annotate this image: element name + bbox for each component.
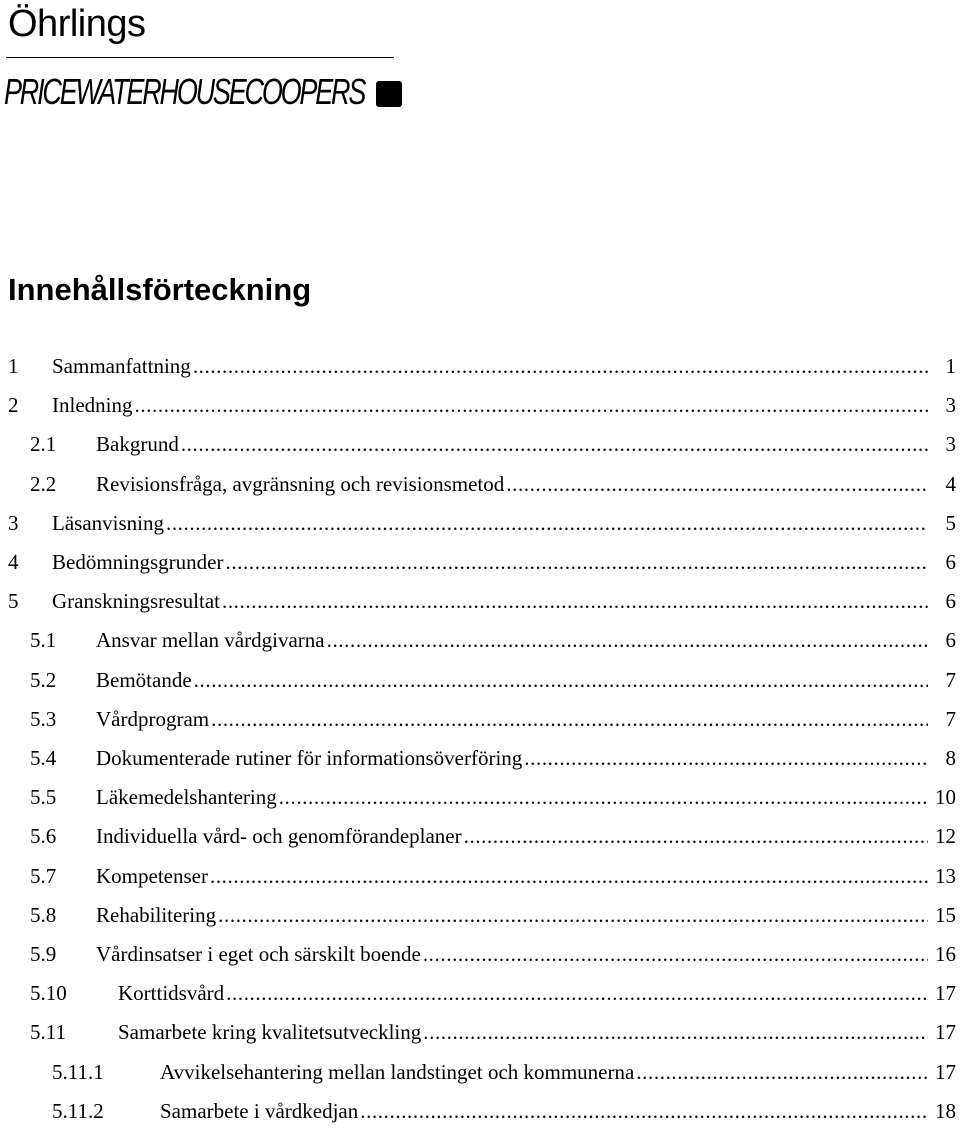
toc-entry[interactable] xyxy=(8,620,960,660)
toc-entry-page: 6 xyxy=(945,589,956,614)
toc-entry[interactable] xyxy=(8,503,960,543)
toc-entry-number: 2.2 xyxy=(30,471,57,496)
toc-entry-page: 4 xyxy=(945,471,956,496)
toc-entry-number: 5.2 xyxy=(30,667,57,692)
toc-entry-page: 7 xyxy=(945,706,956,731)
toc-entry-number: 5.5 xyxy=(30,785,57,810)
toc-dot-leader xyxy=(423,934,928,974)
toc-entry[interactable] xyxy=(8,1091,960,1131)
toc-entry-label: Kompetenser xyxy=(96,863,208,888)
toc-entry-page: 17 xyxy=(935,1059,956,1084)
toc-entry[interactable] xyxy=(8,856,960,896)
toc-dot-leader xyxy=(327,620,928,660)
toc-entry[interactable] xyxy=(8,777,960,817)
toc-entry[interactable] xyxy=(8,1012,960,1052)
toc-entry-number: 5.11.2 xyxy=(52,1098,104,1123)
toc-dot-leader xyxy=(506,464,928,504)
toc-entry-page: 17 xyxy=(935,1020,956,1045)
toc-entry-label: Rehabilitering xyxy=(96,902,217,927)
toc-entry-page: 7 xyxy=(945,667,956,692)
toc-entry-number: 5.9 xyxy=(30,942,57,966)
toc-entry-number: 5.8 xyxy=(30,902,57,927)
toc-dot-leader xyxy=(226,973,928,1013)
toc-entry-number: 5.4 xyxy=(30,746,57,770)
toc-dot-leader xyxy=(360,1091,928,1131)
toc-entry-label: Sammanfattning xyxy=(52,354,191,378)
logo-seal-icon xyxy=(376,81,402,107)
company-logo xyxy=(4,64,402,120)
toc-entry-page: 8 xyxy=(945,746,956,770)
toc-entry-page: 3 xyxy=(945,432,956,457)
toc-entry-page: 16 xyxy=(935,942,956,966)
toc-entry-number: 5.3 xyxy=(30,706,57,731)
toc-dot-leader xyxy=(211,699,928,739)
toc-dot-leader xyxy=(218,895,928,935)
toc-entry-number: 4 xyxy=(8,550,19,574)
toc-dot-leader xyxy=(210,856,928,896)
toc-entry-label: Individuella vård- och genomförandeplaner xyxy=(96,824,462,849)
toc-entry-page: 5 xyxy=(945,510,956,535)
toc-dot-leader xyxy=(423,1012,928,1052)
toc-entry[interactable] xyxy=(8,581,960,621)
toc-entry-number: 2 xyxy=(8,393,19,418)
toc-entry[interactable] xyxy=(8,1052,960,1092)
toc-entry-label: Avvikelsehantering mellan landstinget och kommunerna xyxy=(160,1059,635,1084)
toc-dot-leader xyxy=(279,777,928,817)
toc-entry-label: Dokumenterade rutiner för informationsöverföring xyxy=(96,746,523,770)
toc-entry-label: Läsanvisning xyxy=(52,510,164,535)
toc-entry[interactable] xyxy=(8,385,960,425)
toc-entry-number: 5.6 xyxy=(30,824,57,849)
toc-entry-page: 17 xyxy=(935,981,956,1006)
toc-entry-label: Granskningsresultat xyxy=(52,589,220,614)
toc-entry-label: Ansvar mellan vårdgivarna xyxy=(96,628,325,653)
toc-entry-page: 15 xyxy=(935,902,956,927)
toc-dot-leader xyxy=(464,816,928,856)
toc-entry[interactable] xyxy=(8,699,960,739)
toc-dot-leader xyxy=(134,385,928,425)
toc-entry[interactable] xyxy=(8,346,960,386)
toc-entry-number: 5.10 xyxy=(30,981,67,1006)
toc-entry-page: 6 xyxy=(945,628,956,653)
toc-dot-leader xyxy=(181,424,928,464)
toc-entry-number: 1 xyxy=(8,354,19,378)
toc-entry-page: 6 xyxy=(945,550,956,574)
toc-entry-number: 5.7 xyxy=(30,863,57,888)
toc-entry-page: 3 xyxy=(945,393,956,418)
toc-entry-page: 10 xyxy=(935,785,956,810)
toc-entry-number: 5.11 xyxy=(30,1020,66,1045)
toc-entry-label: Bakgrund xyxy=(96,432,179,457)
toc-entry-label: Inledning xyxy=(52,393,133,418)
toc-entry-number: 5.11.1 xyxy=(52,1059,104,1084)
toc-entry[interactable] xyxy=(8,424,960,464)
toc-entry-number: 5.1 xyxy=(30,628,57,653)
brand-name: Öhrlings xyxy=(8,3,146,45)
toc-dot-leader xyxy=(225,542,928,582)
toc-dot-leader xyxy=(193,346,928,386)
toc-entry-label: Samarbete kring kvalitetsutveckling xyxy=(118,1020,422,1045)
toc-entry-page: 1 xyxy=(945,354,956,378)
toc-dot-leader xyxy=(194,660,928,700)
toc-entry[interactable] xyxy=(8,934,960,974)
toc-entry-number: 5 xyxy=(8,589,19,614)
logo-wordmark: PRICEWATERHOUSECOOPERS xyxy=(4,71,365,113)
toc-entry[interactable] xyxy=(8,895,960,935)
toc-entry-page: 12 xyxy=(935,824,956,849)
toc-entry-label: Läkemedelshantering xyxy=(96,785,277,810)
toc-dot-leader xyxy=(636,1052,928,1092)
toc-entry[interactable] xyxy=(8,542,960,582)
toc-entry[interactable] xyxy=(8,738,960,778)
toc-entry-page: 18 xyxy=(935,1098,956,1123)
toc-entry-number: 2.1 xyxy=(30,432,57,457)
toc-dot-leader xyxy=(222,581,928,621)
toc-entry-label: Revisionsfråga, avgränsning och revisionsmetod xyxy=(96,471,505,496)
toc-entry-label: Bedömningsgrunder xyxy=(52,550,224,574)
toc-entry-label: Vårdprogram xyxy=(96,706,210,731)
toc-entry[interactable] xyxy=(8,816,960,856)
toc-entry-number: 3 xyxy=(8,510,19,535)
toc-entry[interactable] xyxy=(8,973,960,1013)
toc-entry-page: 13 xyxy=(935,863,956,888)
toc-dot-leader xyxy=(166,503,928,543)
toc-entry[interactable] xyxy=(8,660,960,700)
toc-entry-label: Bemötande xyxy=(96,667,192,692)
toc-entry[interactable] xyxy=(8,464,960,504)
toc-entry-label: Samarbete i vårdkedjan xyxy=(160,1098,359,1123)
toc-entry-label: Vårdinsatser i eget och särskilt boende xyxy=(96,942,421,966)
toc-entry-label: Korttidsvård xyxy=(118,981,225,1006)
toc-title: Innehållsförteckning xyxy=(8,272,312,307)
toc-dot-leader xyxy=(524,738,928,778)
